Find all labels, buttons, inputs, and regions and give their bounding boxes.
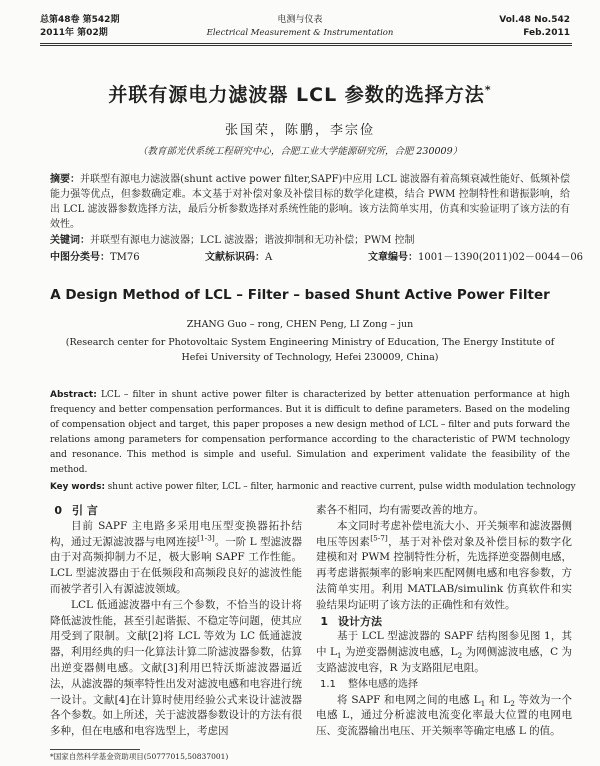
text-run: 为网侧滤波电感，C 为支路滤波电容，R 为支路阻尼电阻。 [316, 646, 573, 674]
abstract-cn-label: 摘要： [50, 174, 81, 185]
article-number [368, 250, 583, 265]
paper-title [20, 80, 580, 107]
body-paragraph [316, 519, 572, 614]
article-number-label: 文章编号： [368, 252, 418, 263]
body-paragraph [316, 629, 572, 676]
text-run: 等效为一个电感 L，通过分析滤波电流变化率最大位置的电网电压、变流器输出电压、开关频率等确定电感 L 的值。 [316, 693, 572, 738]
affiliation-en: (Research center for Photovoltaic System Engineering Ministry of Education, The Energy Institute of Hefei University of Technology, Hefei 230009, China) [65, 337, 555, 363]
section-title: 引 言 [71, 504, 98, 517]
header-rule [40, 43, 572, 46]
keywords-en [50, 480, 576, 495]
subscript: 1 [336, 651, 342, 661]
section-heading [50, 503, 302, 519]
affiliation-cn: （教育部光伏系统工程研究中心，合肥工业大学能源研究所，合肥 230009） [137, 146, 463, 157]
publication-date: Feb.2011 [523, 28, 570, 38]
text-run: 。一阶 L 型滤波器由于对高频抑制力不足，极大影响 SAPF 工作性能。LCL 型滤波器由于在低频段和高频段良好的滤波性能而被学者引入有源滤波领域。 [50, 535, 302, 595]
authors-en: ZHANG Guo – rong, CHEN Peng, LI Zong – jun [186, 319, 414, 330]
body-column-right [316, 503, 572, 740]
body-paragraph [316, 503, 572, 519]
funding-footnote: *国家自然科学基金资助项目(50777015,50837001) [50, 752, 229, 761]
body-paragraph [50, 519, 302, 598]
clc-label: 中图分类号： [50, 252, 110, 263]
footnote-rule [50, 749, 140, 750]
paper-title-text: 并联有源电力滤波器 LCL 参数的选择方法 [108, 84, 485, 106]
clc-value: TM76 [110, 252, 140, 263]
volume-number: Vol.48 No.542 [499, 15, 570, 25]
body-paragraph [50, 598, 302, 740]
text-run: LCL 低通滤波器中有三个参数，不恰当的设计将降低滤波性能，甚至引起谐振、不稳定等问题，使其应用受到了限制。文献[2]将 LCL 等效为 LC 低通滤波器，利用经典的归一化算法计算二阶滤波器参数，估算出逆变器侧电感。文献[3]利用巴特沃斯滤波器逼近法，从滤波器的频率特性出发对滤波电感和电容进行统一设计。文献[4]在计算时使用经验公式来设计滤波器各个参数。如上所述，关于滤波器参数设计的方法有很多种，但在电感和电容选型上，考虑因 [50, 598, 302, 738]
abstract-en [50, 388, 570, 478]
keywords-cn-label: 关键词： [50, 235, 90, 246]
section-number: 1.1 [320, 678, 336, 690]
text-run: 将 SAPF 和电网之间的电感 L [337, 693, 481, 706]
section-heading [316, 614, 572, 630]
document-code-value: A [265, 252, 273, 263]
text-run: 素各不相同，均有需要改善的地方。 [316, 504, 484, 516]
funding-mark: * [484, 83, 492, 97]
journal-name-en: Electrical Measurement & Instrumentation [206, 28, 394, 38]
keywords-cn [50, 233, 570, 248]
section-title: 整体电感的选择 [348, 678, 418, 690]
article-number-value: 1001－1390(2011)02－0044－06 [418, 252, 584, 263]
citation-ref: [1-3] [197, 533, 215, 543]
citation-ref: [5-7] [370, 533, 388, 543]
issue-year: 2011年 第02期 [40, 28, 108, 38]
issue-info [40, 14, 119, 40]
text-run: 和 L [485, 693, 511, 706]
text-run: 本文同时考虑补偿电流大小、开关频率和滤波器侧电压等因素 [316, 519, 572, 548]
subscript: 2 [457, 651, 463, 661]
text-run: 基于 LCL 型滤波器的 SAPF 结构图参见图 1，其中 L [316, 630, 572, 659]
journal-name [150, 14, 450, 40]
issue-volume: 总第48卷 第542期 [40, 15, 120, 25]
paper-title-en: A Design Method of LCL – Filter – based Shunt Active Power Filter [50, 287, 550, 303]
keywords-en-label: Key words: [50, 482, 105, 492]
authors-cn: 张国荣，陈鹏，李宗俭 [224, 123, 375, 138]
clc-number [50, 250, 140, 265]
section-title: 设计方法 [337, 614, 382, 628]
body-paragraph [316, 693, 572, 740]
classification-line [50, 250, 584, 265]
text-run: 目前 SAPF 主电路多采用电压型变换器拓扑结构，通过无源滤波器与电网连接 [50, 519, 302, 548]
subsection-heading [316, 677, 572, 693]
keywords-cn-text: 并联型有源电力滤波器；LCL 滤波器；谐波抑制和无功补偿；PWM 控制 [90, 235, 415, 246]
document-code [205, 250, 272, 265]
text-run: ，基于对补偿对象及补偿目标的数字化建模和对 PWM 控制特性分析，先选择逆变器侧电感，再考虑谐振频率的影响来匹配网侧电感和电容参数，方法简单实用。利用 MATLAB/simulink 仿真软件和实验结果均证明了该方法的正确性和有效性。 [316, 535, 573, 611]
section-number: 0 [54, 504, 63, 517]
keywords-en-text: shunt active power filter, LCL – filter, harmonic and reactive current, pulse width modulation technology [107, 482, 576, 492]
volume-info [499, 14, 570, 40]
subscript: 2 [510, 698, 515, 708]
abstract-cn [50, 172, 570, 232]
journal-name-cn: 电测与仪表 [277, 15, 323, 25]
section-number: 1 [320, 614, 329, 628]
body-column-left [50, 503, 302, 740]
abstract-en-text: LCL – filter in shunt active power filter is characterized by better attenuation performance at high frequency and better compensation performances. But it is difficult to define parameters. Based on the modeling of compensation object and target, this paper proposes a new design method of LCL – filter and puts forward the relations among parameters for compensation performance according to the characteristic of PWM technology and resonance. This method is simple and useful. Simulation and experiment validate the feasibility of the method. [50, 390, 570, 475]
abstract-en-label: Abstract: [50, 390, 97, 400]
subscript: 1 [480, 698, 486, 708]
document-code-label: 文献标识码： [205, 252, 265, 263]
abstract-cn-text: 并联型有源电力滤波器(shunt active power filter,SAPF)中应用 LCL 滤波器有着高频衰减性能好、低频补偿能力强等优点，但参数确定难。本文基于对补偿对象及补偿目标的数学化建模，结合 PWM 控制特性和谐振影响，给出 LCL 滤波器参数选择方法，最后分析参数选择对系统性能的影响。该方法简单实用，仿真和实验证明了该方法的有效性。 [50, 174, 571, 230]
text-run: 为逆变器侧滤波电感，L [341, 646, 458, 659]
